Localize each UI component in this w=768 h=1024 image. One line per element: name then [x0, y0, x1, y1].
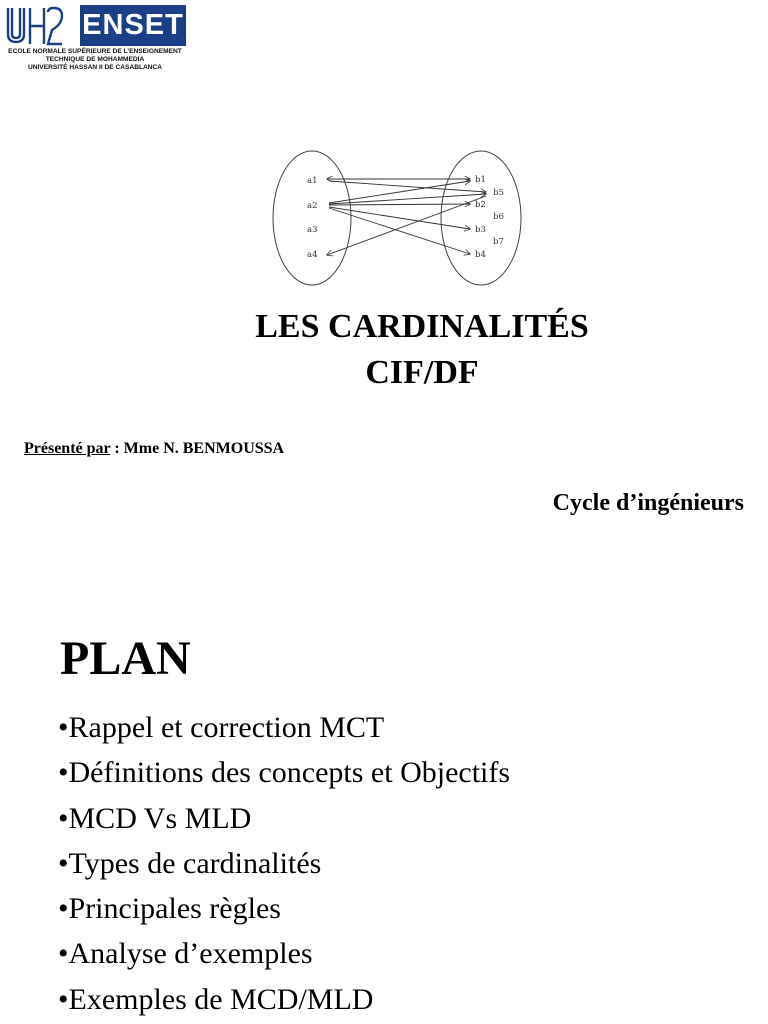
- plan-item: •Types de cardinalités: [58, 846, 322, 880]
- element-b4: b4: [475, 250, 486, 260]
- page-title: LES CARDINALITÉS: [255, 308, 589, 345]
- logo-wordmark: ENSET: [80, 5, 186, 46]
- arrow-a2-b3: [329, 207, 470, 229]
- element-b1: b1: [475, 175, 486, 185]
- element-b2: b2: [475, 200, 486, 210]
- uh2-logo-mark: [4, 4, 66, 48]
- logo-line: TECHNIQUE DE MOHAMMEDIA: [45, 56, 145, 64]
- presenter-label: Présenté par: [24, 440, 111, 457]
- presenter-name: : Mme N. BENMOUSSA: [110, 440, 285, 457]
- element-b7: b7: [493, 237, 504, 247]
- mapping-diagram: [272, 148, 524, 288]
- cycle-label: Cycle d’ingénieurs: [552, 490, 744, 516]
- element-a4: a4: [307, 250, 318, 260]
- page-subtitle: CIF/DF: [365, 354, 479, 391]
- plan-item: •MCD Vs MLD: [58, 801, 252, 835]
- presenter-line: [24, 440, 284, 458]
- logo-line: ECOLE NORMALE SUPÉRIEURE DE L’ENSEIGNEMENT: [8, 48, 182, 55]
- logo-institution-text: [0, 48, 190, 73]
- plan-item: •Principales règles: [58, 892, 281, 926]
- set-a-ellipse: [273, 151, 351, 285]
- element-b5: b5: [493, 188, 504, 198]
- logo-line: UNIVERSITÉ HASSAN II DE CASABLANCA: [27, 64, 163, 72]
- plan-item: •Exemples de MCD/MLD: [58, 982, 374, 1016]
- set-b-ellipse: [441, 151, 521, 285]
- plan-item: •Rappel et correction MCT: [58, 711, 385, 744]
- element-a2: a2: [307, 201, 318, 211]
- plan-heading: PLAN: [60, 632, 191, 685]
- enset-logo: [0, 0, 190, 82]
- element-b6: b6: [493, 212, 504, 222]
- plan-list: [58, 705, 510, 1022]
- element-b3: b3: [475, 225, 486, 235]
- element-a1: a1: [307, 176, 318, 186]
- plan-item: •Définitions des concepts et Objectifs: [58, 756, 511, 790]
- element-a3: a3: [307, 225, 318, 235]
- plan-item: •Analyse d’exemples: [58, 937, 313, 971]
